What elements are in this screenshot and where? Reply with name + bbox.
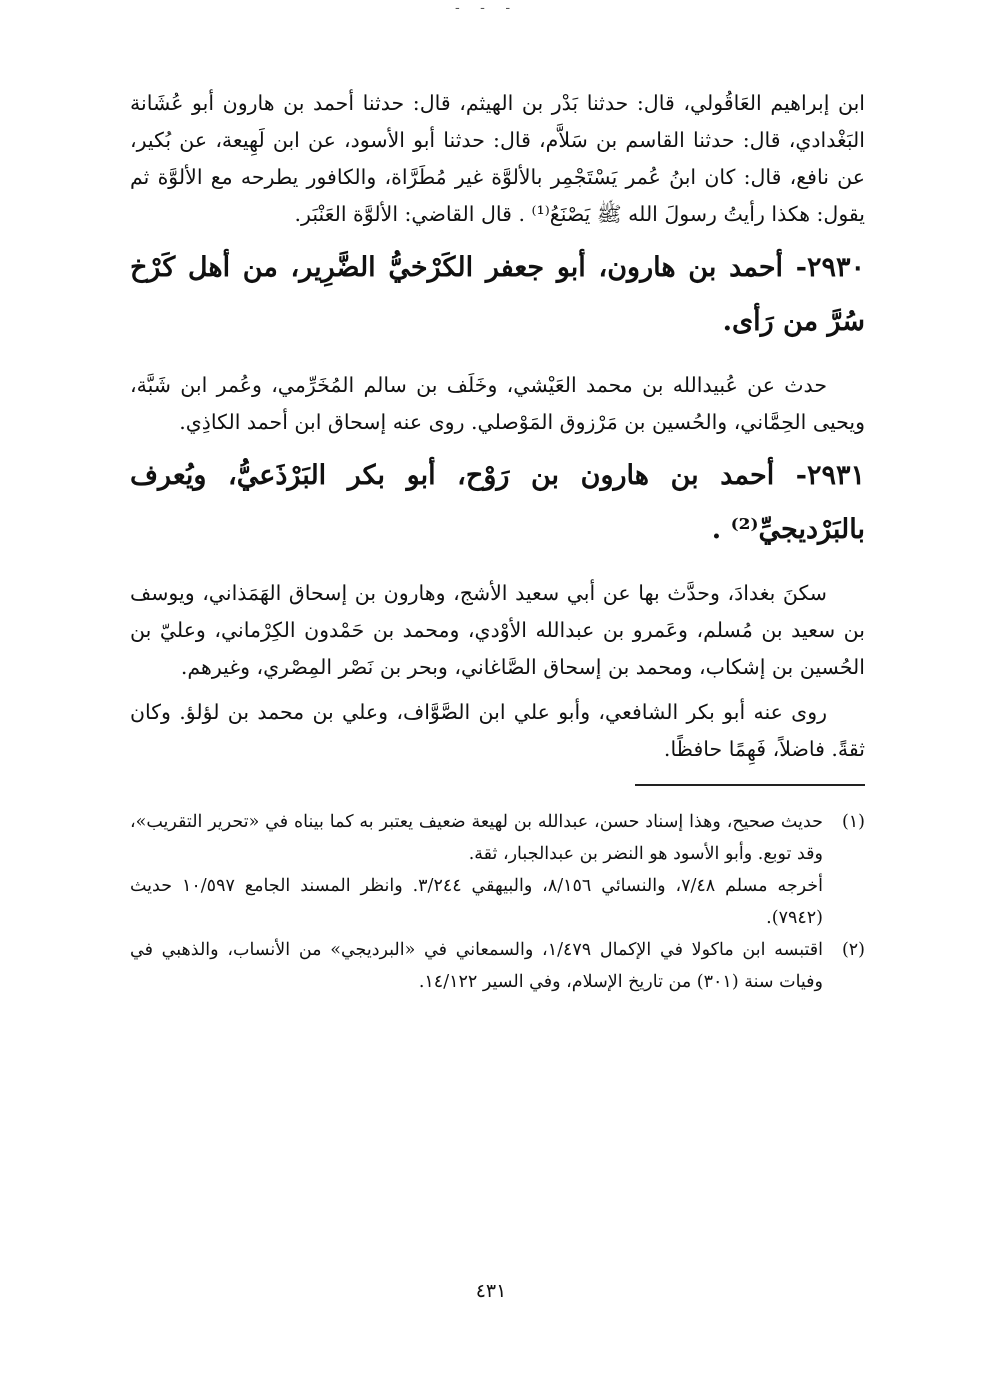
footnote-divider [635,784,865,786]
paragraph-2: حدث عن عُبيدالله بن محمد العَيْشي، وخَلَف بن سالم المُخَرِّمي، وعُمر ابن شَبَّة، ويحيى الحِمَّاني، والحُسين بن مَرْزوق المَوْصلي. روى عنه إسحاق ابن أحمد الكاذِي. [130,373,865,434]
footnote-1 [130,806,865,934]
footnote-2 [130,934,865,998]
footnote-1-number: (١) [841,812,865,832]
footnote-2-number: (٢) [841,940,865,960]
paragraph-3: سكنَ بغدادَ، وحدَّث بها عن أبي سعيد الأشج، وهارون بن إسحاق الهَمَذاني، ويوسف بن سعيد بن مُسلم، وعَمرو بن عبدالله الأوْدي، ومحمد بن حَمْدون الكِرْماني، وعليّ بن الحُسين بن إشكاب، ومحمد بن إسحاق الصَّاغاني، وبحر بن نَصْر المِصْري، وغيرهم. [130,581,865,679]
footnote-1-text: حديث صحيح، وهذا إسناد حسن، عبدالله بن لهيعة ضعيف يعتبر به كما بيناه في «تحرير التقريب»، وقد توبع. وأبو الأسود هو النضر بن عبدالجبار، ثقة. [130,812,823,864]
footnote-1-sources: أخرجه مسلم ٧/٤٨، والنسائي ٨/١٥٦، والبيهقي ٣/٢٤٤. وانظر المسند الجامع ١٠/٥٩٧ حديث (٧٩٤٢). [130,876,823,928]
entry-heading-2931: ٢٩٣١- أحمد بن هارون بن رَوْح، أبو بكر البَرْذَعيُّ، ويُعرف بالبَرْديجيِّ⁽²⁾ . [130,460,865,545]
entry-heading-2930: ٢٩٣٠- أحمد بن هارون، أبو جعفر الكَرْخيُّ الضَّرِير، من أهل كَرْخ سُرَّ من رَأى. [130,252,865,337]
footnote-2-text: اقتبسه ابن ماكولا في الإكمال ١/٤٧٩، والسمعاني في «البرديجي» من الأنساب، والذهبي في وفيات سنة (٣٠١) من تاريخ الإسلام، وفي السير ١٤/١٢٢. [130,940,823,992]
paragraph-4: روى عنه أبو بكر الشافعي، وأبو علي ابن الصَّوَّاف، وعلي بن محمد بن لؤلؤ. وكان ثقةً. فاضلاً، فَهِمًا حافظًا. [130,700,865,761]
page-content [130,85,865,998]
page-number: ٤٣١ [475,1280,507,1302]
top-mark: - - - [455,0,519,16]
paragraph-1: ابن إبراهيم العَاقُولي، قال: حدثنا بَدْر بن الهيثم، قال: حدثنا أحمد بن هارون أبو عُشَانة البَغْدادي، قال: حدثنا القاسم بن سَلاَّم، قال: حدثنا أبو الأسود، عن ابن لَهِيعة، عن بُكير، عن نافع، قال: كان ابنُ عُمر يَسْتَجْمِر بالألوَّة غير مُطَرَّاة، والكافور يطرحه مع الألوَّة ثم يقول: هكذا رأيتُ رسولَ الله ﷺ يَصْنَعُ⁽¹⁾ . قال القاضي: الألوَّة العَنْبَر. [130,91,865,226]
